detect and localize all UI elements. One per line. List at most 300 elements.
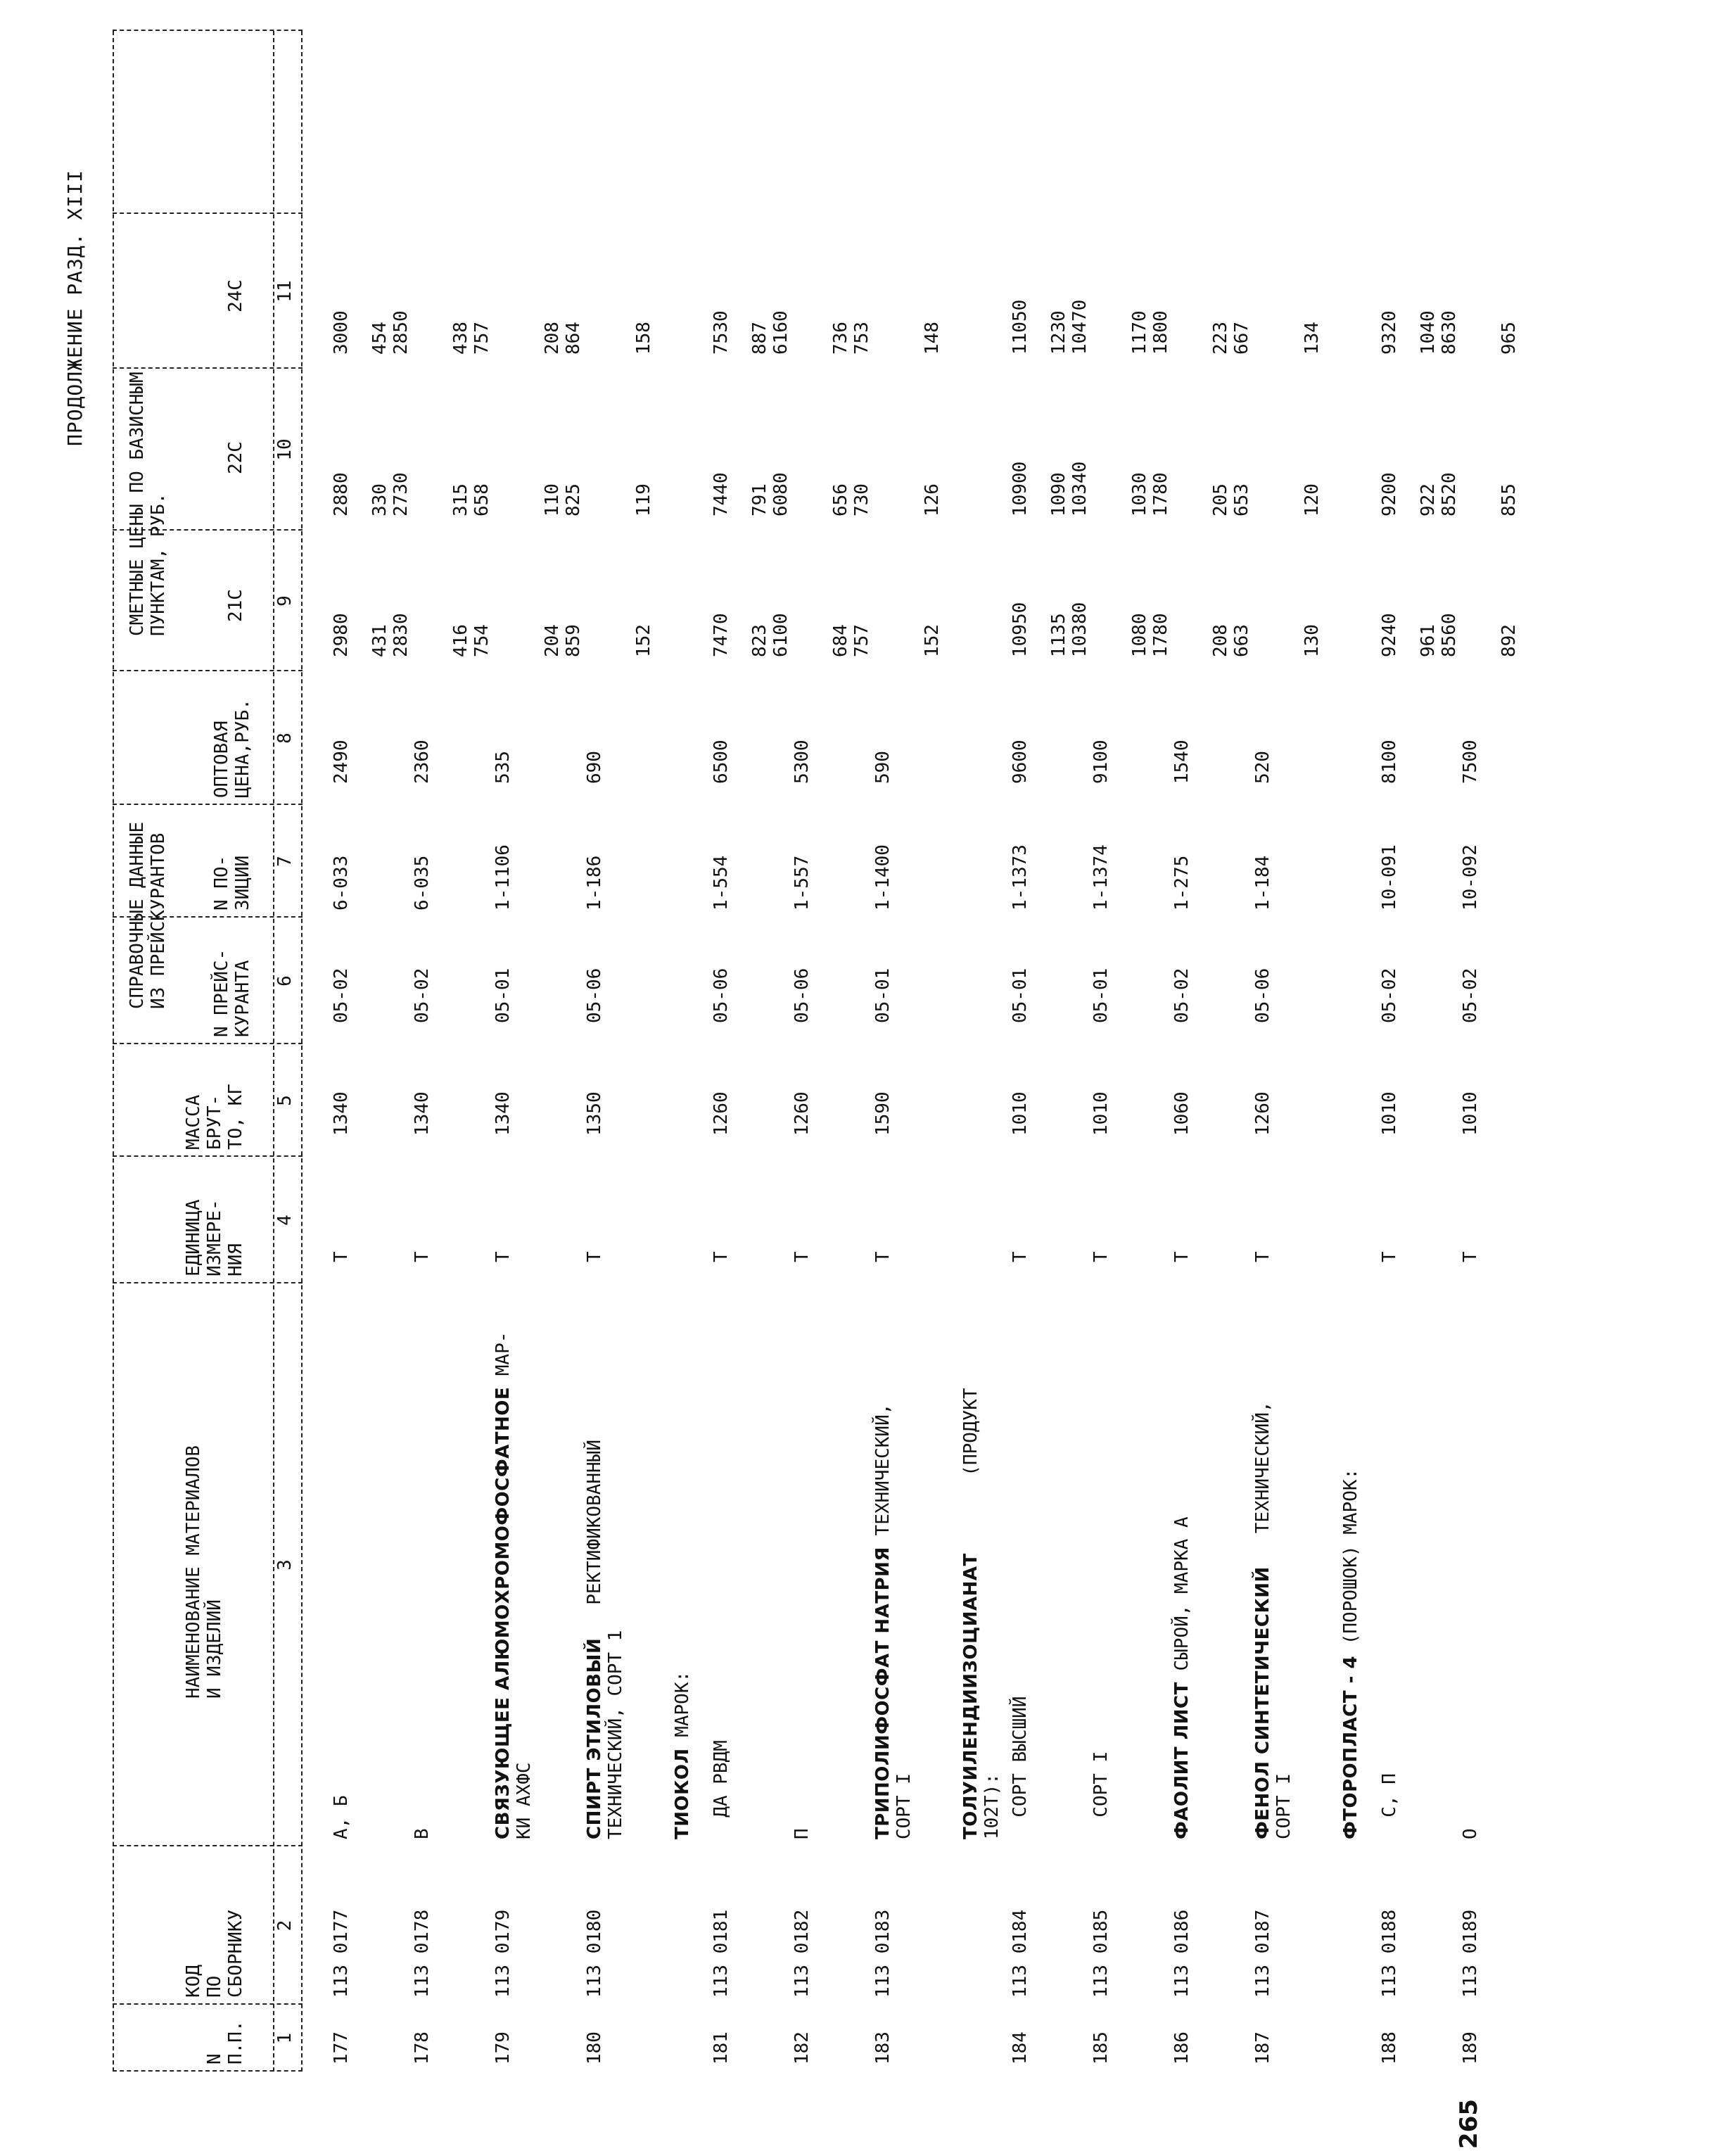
wholesale-price: 5300 — [791, 740, 813, 784]
price-list-number: 05-01 — [492, 968, 514, 1023]
price-bottom: 757 — [471, 322, 492, 355]
unit: Т — [711, 1251, 732, 1262]
row-number: 187 — [1252, 2031, 1273, 2065]
price-list-number: 05-01 — [872, 968, 893, 1023]
row-code: 113 0189 — [1460, 1909, 1481, 1998]
price-list-number: 05-02 — [1379, 968, 1400, 1023]
price-p21: 892 — [1499, 624, 1520, 657]
price-pair — [369, 310, 412, 355]
wholesale-price: 535 — [492, 751, 514, 784]
price-top: 223 — [1210, 322, 1231, 355]
header-price-group: СМЕТНЫЕ ЦЕНЫ ПО БАЗИСНЫМ — [127, 372, 148, 636]
price-bottom: 825 — [563, 483, 584, 516]
position-number: 10-091 — [1379, 844, 1400, 911]
price-bottom: 667 — [1231, 322, 1252, 355]
row-number: 177 — [331, 2031, 352, 2065]
price-p24 — [1210, 322, 1252, 355]
column-number: 10 — [274, 438, 295, 461]
header-name: И ИЗДЕЛИЙ — [204, 1599, 225, 1699]
row-code: 113 0187 — [1252, 1909, 1273, 1998]
row-number: 179 — [492, 2031, 514, 2065]
price-top: 1080 — [1129, 613, 1150, 657]
row-code: 113 0188 — [1379, 1909, 1400, 1998]
price-pair — [1418, 472, 1460, 516]
price-p22 — [450, 483, 492, 516]
price-p21: 152 — [922, 624, 943, 657]
price-top: 431 — [369, 624, 390, 657]
row-number: 189 — [1460, 2031, 1481, 2065]
price-p21 — [830, 624, 872, 657]
price-pair — [542, 322, 584, 355]
position-number: 1-1106 — [492, 844, 514, 911]
price-p21 — [749, 613, 791, 657]
unit: Т — [1252, 1251, 1273, 1262]
mass: 1340 — [331, 1091, 352, 1136]
price-top: 208 — [1210, 624, 1231, 657]
price-bottom: 1800 — [1150, 310, 1171, 355]
name-part: ФТОРОПЛАСТ - 4 — [1340, 1655, 1361, 1839]
name-part: ТЕХНИЧЕСКИЙ, СОРТ 1 — [605, 1630, 626, 1839]
price-p24: 11050 — [1010, 299, 1031, 355]
price-top: 204 — [542, 624, 563, 657]
header-p21: 21С — [225, 589, 246, 622]
price-bottom: 754 — [471, 624, 492, 657]
price-top: 791 — [749, 483, 770, 516]
price-bottom: 2830 — [390, 613, 412, 657]
price-bottom: 10340 — [1069, 461, 1090, 516]
price-bottom: 753 — [851, 322, 872, 355]
header-ref-group: ИЗ ПРЕЙСКУРАНТОВ — [148, 832, 169, 1009]
price-top: 1170 — [1129, 310, 1150, 355]
mass: 1010 — [1460, 1091, 1481, 1136]
price-list-number: 05-01 — [1090, 968, 1112, 1023]
name-part: ТИОКОЛ — [672, 1748, 693, 1839]
price-bottom: 658 — [471, 483, 492, 516]
price-top: 1040 — [1418, 310, 1439, 355]
mass: 1350 — [584, 1091, 605, 1136]
price-p22 — [1210, 483, 1252, 516]
mass: 1260 — [1252, 1091, 1273, 1136]
name-part: А, Б — [331, 1795, 352, 1839]
price-pair — [1129, 472, 1171, 516]
price-pair — [1210, 483, 1252, 516]
name-part: В — [412, 1828, 433, 1839]
material-name — [1010, 1697, 1031, 1840]
price-top: 823 — [749, 624, 770, 657]
price-p21: 152 — [633, 624, 654, 657]
price-top: 1230 — [1048, 310, 1069, 355]
unit: Т — [1171, 1251, 1192, 1262]
price-p21 — [1210, 624, 1252, 657]
price-pair — [1048, 602, 1090, 657]
price-pair — [1210, 322, 1252, 355]
name-part: СОРТ I — [1090, 1751, 1112, 1839]
material-name — [791, 1828, 813, 1839]
header-code: КОД — [183, 1965, 204, 1998]
material-name — [1090, 1751, 1112, 1839]
price-p24: 7530 — [711, 310, 732, 355]
header-n: N — [204, 2053, 225, 2065]
price-p22: 9200 — [1379, 472, 1400, 516]
price-p22: 7440 — [711, 472, 732, 516]
row-number: 183 — [872, 2031, 893, 2065]
unit: Т — [412, 1251, 433, 1262]
price-pair — [1129, 310, 1171, 355]
header-wholesale: ОПТОВАЯ — [211, 721, 232, 798]
price-p21 — [1418, 613, 1460, 657]
header-mass: БРУТ- — [204, 1094, 225, 1150]
price-bottom: 6080 — [770, 472, 791, 516]
price-pair — [1418, 310, 1460, 355]
price-pair — [450, 624, 492, 657]
mass: 1260 — [791, 1091, 813, 1136]
price-p24 — [1418, 310, 1460, 355]
header-code: СБОРНИКУ — [225, 1909, 246, 1998]
position-number: 6-035 — [412, 855, 433, 911]
material-name — [1460, 1828, 1481, 1839]
wholesale-price: 690 — [584, 751, 605, 784]
row-number: 184 — [1010, 2031, 1031, 2065]
price-bottom: 2730 — [390, 472, 412, 516]
price-top: 416 — [450, 624, 471, 657]
price-list-number: 05-06 — [584, 968, 605, 1023]
price-p22 — [1418, 472, 1460, 516]
price-p24: 9320 — [1379, 310, 1400, 355]
unit: Т — [492, 1251, 514, 1262]
position-number: 1-1374 — [1090, 844, 1112, 911]
column-number: 5 — [274, 1095, 295, 1106]
column-number: 7 — [274, 856, 295, 867]
material-name — [584, 1440, 626, 1839]
position-number: 1-554 — [711, 855, 732, 911]
price-p22 — [749, 472, 791, 516]
price-p24: 965 — [1499, 322, 1520, 355]
position-number: 1-186 — [584, 855, 605, 911]
header-code: ПО — [204, 1975, 225, 1998]
price-list-number: 05-02 — [1460, 968, 1481, 1023]
name-part: МАР- — [492, 1331, 514, 1387]
price-bottom: 653 — [1231, 483, 1252, 516]
price-p24 — [830, 322, 872, 355]
name-part: СОРТ ВЫСШИЙ — [1010, 1696, 1031, 1839]
row-number: 185 — [1090, 2031, 1112, 2065]
column-number: 8 — [274, 733, 295, 744]
header-n: П.П. — [225, 2020, 246, 2065]
price-p22: 2880 — [331, 472, 352, 516]
price-p21 — [369, 613, 412, 657]
header-wholesale: ЦЕНА,РУБ. — [232, 699, 253, 798]
price-p21: 2980 — [331, 613, 352, 657]
price-p22: 855 — [1499, 483, 1520, 516]
price-top: 454 — [369, 322, 390, 355]
material-name — [1252, 1401, 1295, 1839]
price-bottom: 2850 — [390, 310, 412, 355]
material-name — [1379, 1773, 1400, 1839]
price-pair — [749, 472, 791, 516]
price-pair — [542, 483, 584, 516]
material-name — [960, 1388, 1003, 1839]
column-number: 6 — [274, 975, 295, 987]
unit: Т — [791, 1251, 813, 1262]
price-top: 684 — [830, 624, 851, 657]
price-pair — [369, 613, 412, 657]
row-code: 113 0186 — [1171, 1909, 1192, 1998]
unit: Т — [1010, 1251, 1031, 1262]
position-number: 6-033 — [331, 855, 352, 911]
price-pair — [1048, 300, 1090, 355]
mass: 1010 — [1010, 1091, 1031, 1136]
price-pair — [450, 322, 492, 355]
unit: Т — [584, 1251, 605, 1262]
material-name — [872, 1404, 915, 1839]
row-divider — [301, 31, 303, 2072]
price-p24 — [1048, 300, 1090, 355]
price-pair — [830, 483, 872, 516]
price-p21: 10950 — [1010, 602, 1031, 657]
column-number: 4 — [274, 1215, 295, 1226]
mass: 1260 — [711, 1091, 732, 1136]
price-p24 — [1129, 310, 1171, 355]
header-p22: 22С — [225, 441, 246, 474]
header-price-list: N ПРЕЙС- — [211, 949, 232, 1037]
price-pair — [1418, 613, 1460, 657]
header-price-list: КУРАНТА — [232, 960, 253, 1037]
price-p22 — [1129, 472, 1171, 516]
material-name — [711, 1740, 732, 1839]
unit: Т — [872, 1251, 893, 1262]
mass: 1340 — [492, 1091, 514, 1136]
material-name — [331, 1795, 352, 1839]
price-p22: 119 — [633, 483, 654, 516]
unit: Т — [331, 1251, 352, 1262]
header-unit: ЕДИНИЦА — [183, 1199, 204, 1276]
unit: Т — [1090, 1251, 1112, 1262]
price-top: 1030 — [1129, 472, 1150, 516]
price-top: 656 — [830, 483, 851, 516]
price-pair — [369, 472, 412, 516]
price-p22: 120 — [1302, 483, 1323, 516]
price-list-number: 05-02 — [412, 968, 433, 1023]
row-number: 181 — [711, 2031, 732, 2065]
name-part: СВЯЗУЮЩЕЕ АЛЮМОХРОМОФОСФАТНОЕ — [492, 1386, 514, 1839]
name-part: ТРИПОЛИФОСФАТ НАТРИЯ — [872, 1547, 893, 1839]
price-p21: 130 — [1302, 624, 1323, 657]
price-top: 438 — [450, 322, 471, 355]
price-table — [113, 10, 1696, 2072]
unit: Т — [1379, 1251, 1400, 1262]
price-p22: 126 — [922, 483, 943, 516]
wholesale-price: 2490 — [331, 740, 352, 784]
material-name — [492, 1332, 535, 1839]
name-part: (ПРОДУКТ — [960, 1388, 981, 1554]
header-unit: ИЗМЕРЕ- — [204, 1199, 225, 1276]
price-bottom: 10470 — [1069, 299, 1090, 355]
price-bottom: 10380 — [1069, 602, 1090, 657]
price-p24: 3000 — [331, 310, 352, 355]
price-p21: 9240 — [1379, 613, 1400, 657]
price-p21: 7470 — [711, 613, 732, 657]
row-code: 113 0178 — [412, 1909, 433, 1998]
material-name — [672, 1671, 693, 1839]
mass: 1010 — [1379, 1091, 1400, 1136]
price-list-number: 05-01 — [1010, 968, 1031, 1023]
wholesale-price: 9600 — [1010, 740, 1031, 784]
price-top: 1135 — [1048, 613, 1069, 657]
column-number: 3 — [274, 1559, 295, 1571]
row-divider — [113, 31, 114, 2072]
column-number: 1 — [274, 2032, 295, 2044]
position-number: 1-1400 — [872, 844, 893, 911]
row-code: 113 0177 — [331, 1909, 352, 1998]
price-p22: 10900 — [1010, 461, 1031, 516]
wholesale-price: 1540 — [1171, 740, 1192, 784]
price-pair — [830, 624, 872, 657]
wholesale-price: 9100 — [1090, 740, 1112, 784]
row-code: 113 0185 — [1090, 1909, 1112, 1998]
header-mass: ТО, КГ — [225, 1084, 246, 1150]
header-p24: 24С — [225, 279, 246, 312]
wholesale-price: 7500 — [1460, 740, 1481, 784]
page-number: 265 — [1455, 2099, 1483, 2149]
price-bottom: 1780 — [1150, 613, 1171, 657]
wholesale-price: 590 — [872, 751, 893, 784]
price-p24 — [749, 310, 791, 355]
name-part: ФАОЛИТ ЛИСТ — [1171, 1682, 1192, 1839]
name-part: СОРТ I — [1273, 1773, 1295, 1839]
material-name — [1171, 1516, 1192, 1839]
price-list-number: 05-06 — [791, 968, 813, 1023]
name-part: РЕКТИФИКОВАННЫЙ — [584, 1440, 605, 1638]
mass: 1340 — [412, 1091, 433, 1136]
price-p24 — [542, 322, 584, 355]
row-number: 186 — [1171, 2031, 1192, 2065]
name-part: С, П — [1379, 1773, 1400, 1839]
price-pair — [1210, 624, 1252, 657]
price-top: 315 — [450, 483, 471, 516]
price-p22 — [542, 483, 584, 516]
price-bottom: 6160 — [770, 310, 791, 355]
page-header: ПРОДОЛЖЕНИЕ РАЗД. XIII — [63, 170, 87, 446]
price-p22 — [1048, 462, 1090, 516]
name-part: КИ АХФС — [514, 1762, 535, 1839]
header-ref-group: СПРАВОЧНЫЕ ДАННЫЕ — [127, 821, 148, 1009]
price-top: 330 — [369, 483, 390, 516]
wholesale-price: 520 — [1252, 751, 1273, 784]
name-part: П — [791, 1828, 813, 1839]
row-code: 113 0179 — [492, 1909, 514, 1998]
row-number: 178 — [412, 2031, 433, 2065]
header-unit: НИЯ — [225, 1243, 246, 1276]
price-top: 110 — [542, 483, 563, 516]
wholesale-price: 6500 — [711, 740, 732, 784]
price-p24: 148 — [922, 322, 943, 355]
name-part: СОРТ I — [893, 1773, 915, 1839]
row-number: 182 — [791, 2031, 813, 2065]
header-mass: МАССА — [183, 1094, 204, 1150]
price-list-number: 05-06 — [711, 968, 732, 1023]
price-bottom: 8560 — [1439, 613, 1460, 657]
price-top: 961 — [1418, 624, 1439, 657]
column-number: 9 — [274, 595, 295, 607]
price-p24 — [369, 310, 412, 355]
price-list-number: 05-02 — [1171, 968, 1192, 1023]
position-number: 10-092 — [1460, 844, 1481, 911]
header-position: ЗИЦИИ — [232, 855, 253, 911]
price-p21 — [1129, 613, 1171, 657]
header-position: N ПО- — [211, 855, 232, 911]
price-list-number: 05-06 — [1252, 968, 1273, 1023]
price-bottom: 6100 — [770, 613, 791, 657]
column-number: 2 — [274, 1920, 295, 1932]
position-number: 1-557 — [791, 855, 813, 911]
row-code: 113 0182 — [791, 1909, 813, 1998]
name-part: О — [1460, 1828, 1481, 1839]
header-price-group: ПУНКТАМ, РУБ. — [148, 493, 169, 636]
wholesale-price: 8100 — [1379, 740, 1400, 784]
price-pair — [1048, 462, 1090, 516]
price-p24: 134 — [1302, 322, 1323, 355]
name-part: ТЕХНИЧЕСКИЙ, — [872, 1403, 893, 1547]
mass: 1060 — [1171, 1091, 1192, 1136]
price-p24 — [450, 322, 492, 355]
name-part: ТЕХНИЧЕСКИЙ, — [1252, 1401, 1273, 1567]
price-pair — [749, 613, 791, 657]
row-number: 188 — [1379, 2031, 1400, 2065]
price-p21 — [542, 624, 584, 657]
row-number: 180 — [584, 2031, 605, 2065]
price-top: 208 — [542, 322, 563, 355]
price-bottom: 8520 — [1439, 472, 1460, 516]
price-pair — [1129, 613, 1171, 657]
price-list-number: 05-02 — [331, 968, 352, 1023]
price-bottom: 663 — [1231, 624, 1252, 657]
mass: 1010 — [1090, 1091, 1112, 1136]
price-p21 — [1048, 602, 1090, 657]
material-name — [412, 1828, 433, 1839]
name-part: МАРОК: — [672, 1670, 693, 1749]
name-part: ТОЛУИЛЕНДИИЗОЦИАНАТ — [960, 1553, 981, 1839]
price-bottom: 8630 — [1439, 310, 1460, 355]
position-number: 1-184 — [1252, 855, 1273, 911]
row-code: 113 0183 — [872, 1909, 893, 1998]
price-pair — [830, 322, 872, 355]
price-bottom: 730 — [851, 483, 872, 516]
price-pair — [450, 483, 492, 516]
price-p24: 158 — [633, 322, 654, 355]
price-bottom: 1780 — [1150, 472, 1171, 516]
price-bottom: 864 — [563, 322, 584, 355]
price-p22 — [830, 483, 872, 516]
column-number: 11 — [274, 280, 295, 303]
price-top: 205 — [1210, 483, 1231, 516]
wholesale-price: 2360 — [412, 740, 433, 784]
name-part: (ПОРОШОК) МАРОК: — [1340, 1468, 1361, 1656]
mass: 1590 — [872, 1091, 893, 1136]
price-top: 887 — [749, 322, 770, 355]
unit: Т — [1460, 1251, 1481, 1262]
row-code: 113 0180 — [584, 1909, 605, 1998]
position-number: 1-275 — [1171, 855, 1192, 911]
name-part: СПИРТ ЭТИЛОВЫЙ — [584, 1637, 605, 1839]
price-top: 922 — [1418, 483, 1439, 516]
price-bottom: 757 — [851, 624, 872, 657]
material-name — [1340, 1469, 1361, 1839]
price-p22 — [369, 472, 412, 516]
price-pair — [542, 624, 584, 657]
header-name: НАИМЕНОВАНИЕ МАТЕРИАЛОВ — [183, 1445, 204, 1699]
name-part: 102Т): — [981, 1773, 1003, 1839]
price-pair — [749, 310, 791, 355]
